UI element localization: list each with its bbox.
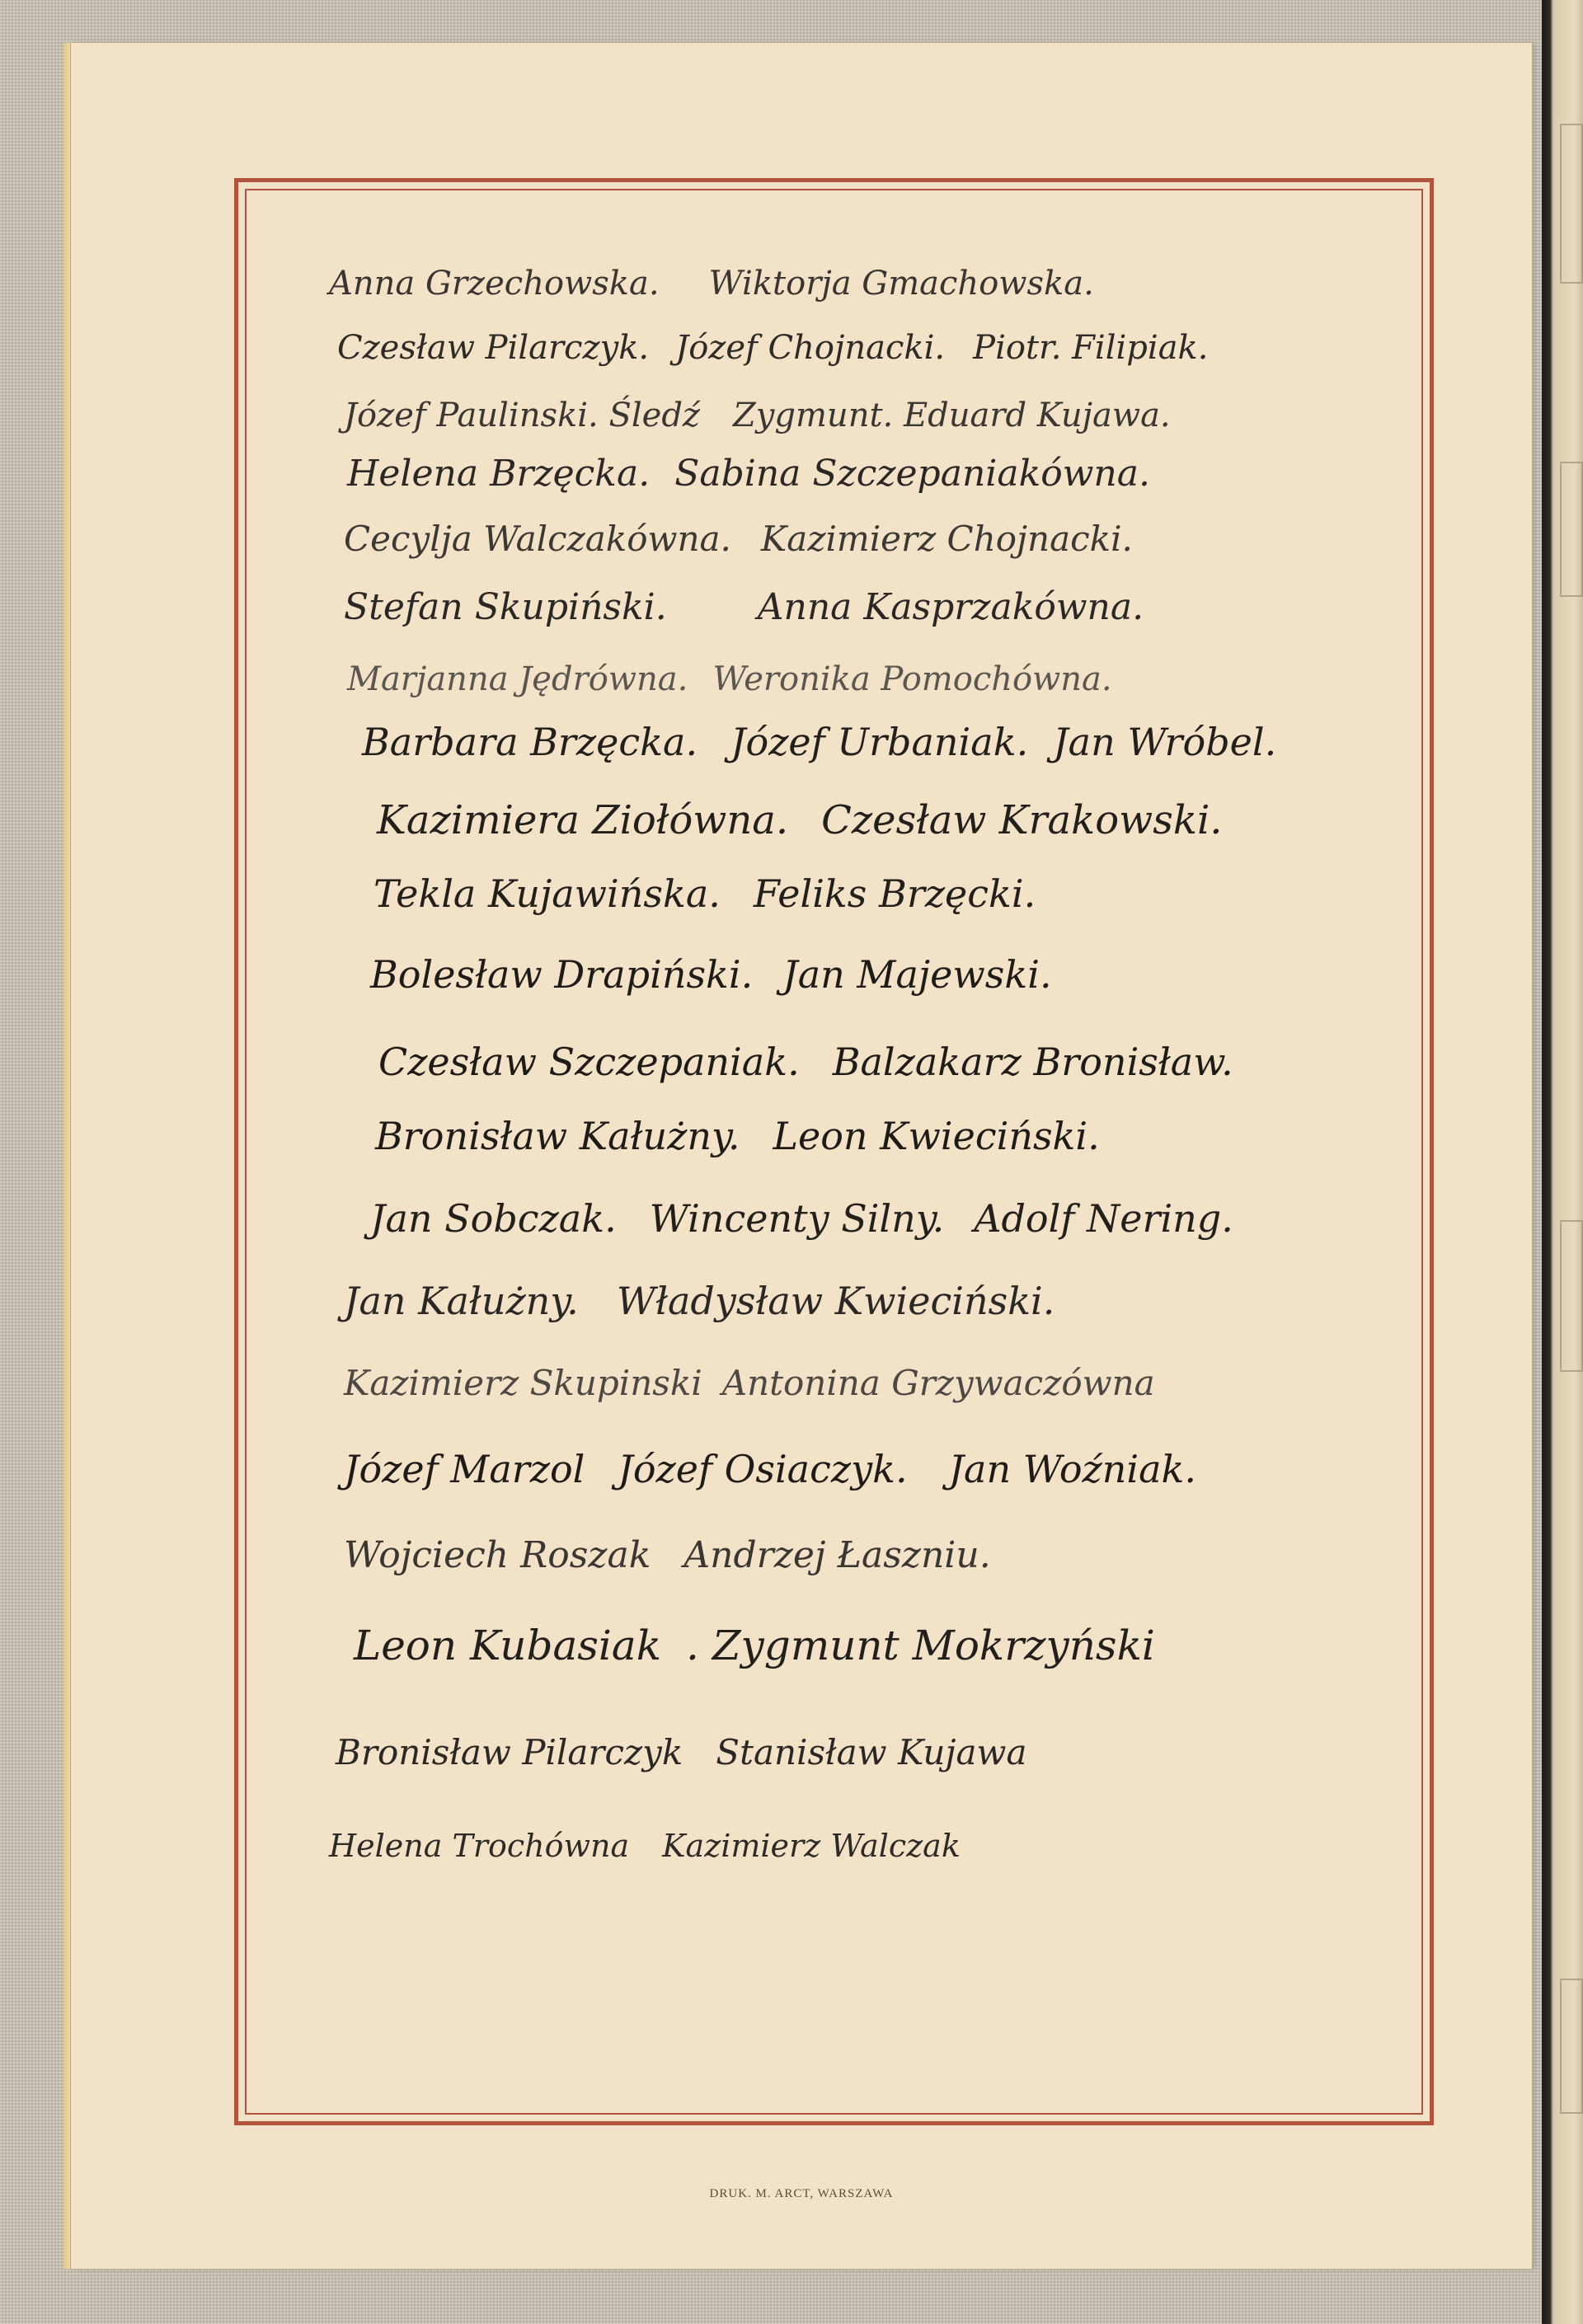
handwritten-signature: Czesław Krakowski.: [821, 797, 1223, 843]
signature-line: [344, 397, 1171, 434]
signature-line: [378, 1040, 1233, 1084]
facing-page-ornament: [1560, 1979, 1583, 2114]
handwritten-signature: Tekla Kujawińska.: [373, 871, 721, 916]
signature-line: [377, 797, 1223, 843]
handwritten-signature: Cecylja Walczakówna.: [344, 519, 731, 559]
signature-line: [370, 952, 1052, 997]
signature-line: [336, 1732, 1027, 1772]
handwritten-signature: Wiktorja Gmachowska.: [708, 265, 1094, 303]
handwritten-signature: Wojciech Roszak: [344, 1534, 651, 1576]
handwritten-signature: Józef Urbaniak.: [730, 720, 1029, 764]
signature-line: [344, 1363, 1155, 1403]
handwritten-signature: Stefan Skupiński.: [344, 586, 667, 628]
signature-line: [354, 1622, 1155, 1669]
handwritten-signature: Kazimierz Walczak: [662, 1828, 961, 1864]
handwritten-signature: Leon Kwieciński.: [773, 1114, 1100, 1158]
book-binding-edge: [1542, 0, 1583, 2324]
signature-line: [347, 453, 1150, 495]
signature-page: [71, 43, 1532, 2269]
handwritten-signature: Helena Trochówna: [329, 1828, 630, 1864]
facing-page-ornament: [1560, 1220, 1583, 1372]
handwritten-signature: Józef Marzol: [344, 1447, 585, 1491]
decorative-frame: [234, 178, 1434, 2125]
signature-line: [344, 1447, 1196, 1491]
handwritten-signature: Marjanna Jędrówna.: [347, 660, 688, 698]
handwritten-signature: Jan Wróbel.: [1053, 720, 1277, 764]
facing-page-ornament: [1560, 124, 1583, 284]
handwritten-signature: Adolf Nering.: [974, 1196, 1233, 1241]
handwritten-signature: Feliks Brzęcki.: [753, 871, 1036, 916]
handwritten-signature: Władysław Kwieciński.: [616, 1279, 1055, 1323]
handwritten-signature: Józef Chojnacki.: [675, 329, 946, 367]
signature-line: [329, 1828, 961, 1864]
signature-line: [344, 586, 1144, 628]
handwritten-signature: Andrzej Łaszniu.: [683, 1534, 991, 1576]
signature-line: [344, 1279, 1055, 1323]
handwritten-signature: Kazimiera Ziołówna.: [377, 797, 789, 843]
signature-line: [362, 720, 1276, 764]
handwritten-signature: Bronisław Pilarczyk: [336, 1732, 683, 1772]
handwritten-signature: Balzakarz Bronisław.: [832, 1040, 1233, 1084]
printer-imprint: DRUK. M. ARCT, WARSZAWA: [709, 2187, 894, 2200]
signature-line: [373, 871, 1036, 916]
signature-list: [238, 182, 1430, 2121]
handwritten-signature: Jan Majewski.: [782, 952, 1052, 997]
handwritten-signature: Sabina Szczepaniakówna.: [674, 453, 1150, 495]
handwritten-signature: Józef Paulinski. Śledź: [344, 397, 700, 434]
handwritten-signature: Bronisław Kałużny.: [375, 1114, 740, 1158]
handwritten-signature: Leon Kubasiak: [354, 1622, 662, 1669]
signature-line: [329, 265, 1094, 303]
handwritten-signature: Wincenty Silny.: [649, 1196, 945, 1241]
handwritten-signature: Stanisław Kujawa: [716, 1732, 1027, 1772]
signature-line: [344, 519, 1133, 559]
handwritten-signature: Bolesław Drapiński.: [370, 952, 754, 997]
handwritten-signature: Piotr. Filipiak.: [973, 329, 1209, 367]
handwritten-signature: Anna Kasprzakówna.: [757, 586, 1144, 628]
signature-line: [347, 660, 1112, 698]
handwritten-signature: Jan Kałużny.: [344, 1279, 579, 1323]
handwritten-signature: Helena Brzęcka.: [347, 453, 651, 495]
handwritten-signature: Anna Grzechowska.: [329, 265, 660, 303]
signature-line: [344, 1534, 991, 1576]
handwritten-signature: Kazimierz Skupinski: [344, 1363, 702, 1403]
handwritten-signature: Kazimierz Chojnacki.: [760, 519, 1133, 559]
handwritten-signature: Czesław Pilarczyk.: [337, 329, 650, 367]
signature-line: [370, 1196, 1233, 1241]
handwritten-signature: Zygmunt. Eduard Kujawa.: [733, 397, 1171, 434]
signature-line: [375, 1114, 1100, 1158]
handwritten-signature: Czesław Szczepaniak.: [378, 1040, 800, 1084]
handwritten-signature: . Zygmunt Mokrzyński: [686, 1622, 1155, 1669]
handwritten-signature: Jan Sobczak.: [370, 1196, 617, 1241]
handwritten-signature: Barbara Brzęcka.: [362, 720, 698, 764]
handwritten-signature: Jan Woźniak.: [948, 1447, 1197, 1491]
handwritten-signature: Antonina Grzywaczówna: [721, 1363, 1155, 1403]
facing-page-ornament: [1560, 462, 1583, 597]
handwritten-signature: Józef Osiaczyk.: [618, 1447, 908, 1491]
signature-line: [337, 329, 1209, 367]
handwritten-signature: Weronika Pomochówna.: [712, 660, 1112, 698]
